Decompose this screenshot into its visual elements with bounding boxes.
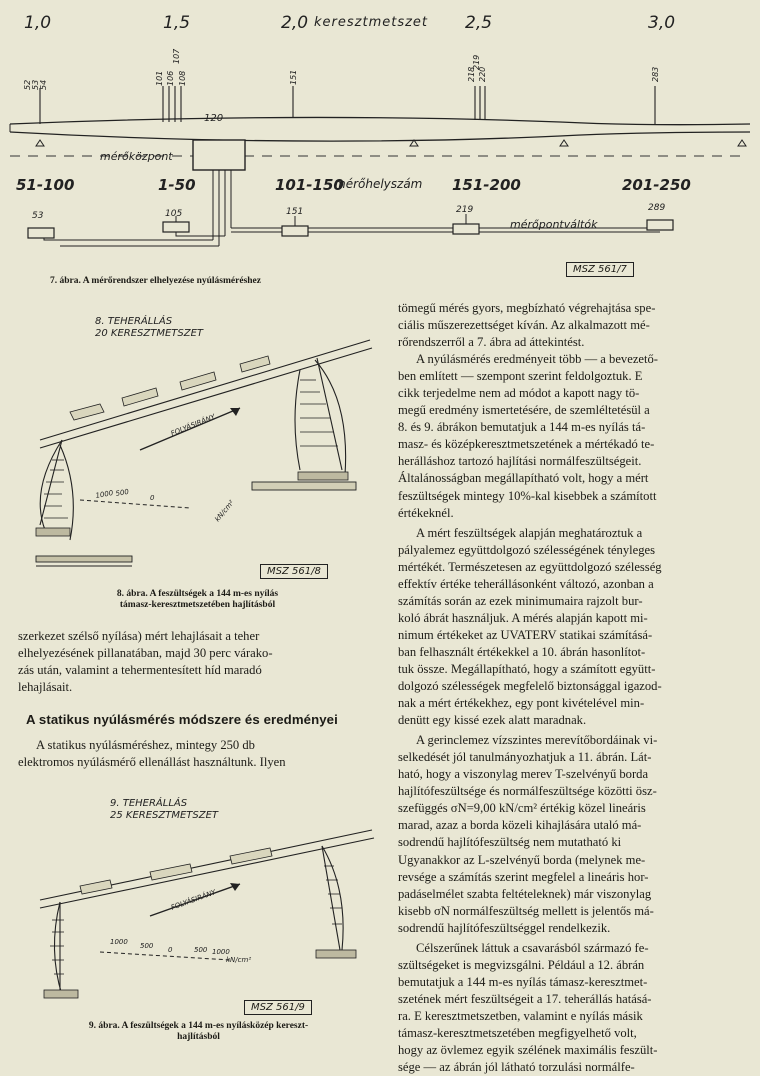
text-line: rőrendszerről a 7. ábra ad áttekintést. bbox=[398, 335, 585, 350]
group-1-50: 1-50 bbox=[158, 176, 196, 194]
text-line: tömegű mérés gyors, megbízható végrehajtása spe- bbox=[398, 301, 656, 315]
figure-9-caption-line: 9. ábra. A feszültségek a 144 m-es nyílásközép kereszt- bbox=[88, 1021, 309, 1031]
text-line: Általánosságban megállapítható volt, hogy a mért bbox=[398, 471, 649, 486]
paragraph bbox=[398, 940, 748, 1076]
gauge-number: 283 bbox=[651, 66, 660, 82]
measurement-site-number-label: mérőhelyszám bbox=[334, 177, 423, 191]
text-line: szetének mért feszültségeit a 17. teherállás hatásá- bbox=[398, 991, 652, 1006]
cross-section-2-0: 2,0 bbox=[281, 13, 309, 33]
gauge-number: 218 bbox=[467, 66, 476, 82]
text-line: effektív értéke teherállásonként változó, azonban a bbox=[398, 576, 654, 591]
switch-number: 289 bbox=[648, 203, 666, 213]
text-line: ben említett — szempont szerint feldolgoztuk. E bbox=[398, 369, 643, 384]
text-line: ra. E keresztmetszetben, valamint e nyílás másik bbox=[398, 1008, 643, 1023]
gauge-number: 220 bbox=[478, 66, 487, 82]
switch-label: mérőpontváltók bbox=[510, 218, 598, 231]
switch-number: 53 bbox=[32, 211, 44, 221]
group-51-100: 51-100 bbox=[16, 176, 75, 194]
group-151-200: 151-200 bbox=[452, 176, 521, 194]
scale-value: 0 bbox=[150, 494, 155, 502]
cross-section-3-0: 3,0 bbox=[648, 13, 676, 33]
text-line: nak a mért értékekhez, egy pont kivételével min- bbox=[398, 696, 645, 711]
section-heading: A statikus nyúlásmérés módszere és eredményei bbox=[26, 712, 338, 727]
cross-section-label: 20 KERESZTMETSZET bbox=[95, 328, 204, 339]
group-201-250: 201-250 bbox=[622, 176, 691, 194]
cross-section-1-5: 1,5 bbox=[163, 13, 191, 33]
text-line: elhelyezésének pillanatában, majd 30 perc várako- bbox=[18, 646, 273, 661]
gauge-number: 219 bbox=[472, 54, 481, 70]
switch-number: 151 bbox=[286, 207, 304, 217]
group-101-150: 101-150 bbox=[275, 176, 344, 194]
text-line: masz- és középkeresztmetszetének a mértékadó te- bbox=[398, 437, 655, 452]
figure-9-caption-line: hajlításból bbox=[177, 1032, 220, 1042]
scale-value: 1000 bbox=[110, 938, 128, 946]
cross-section-label: keresztmetszet bbox=[314, 15, 429, 30]
paragraph bbox=[398, 300, 748, 351]
text-line: selkedését jól tanulmányozhatjuk a 11. ábrán. Lát- bbox=[398, 750, 652, 765]
scale-value: 500 bbox=[114, 487, 130, 498]
text-line: koló ábrát használjuk. A mérés alapján kapott mi- bbox=[398, 610, 648, 625]
figure-7-measurement-system-diagram bbox=[0, 0, 760, 275]
text-line: kisebb σN normálfeszültség mellett is jelentős má- bbox=[398, 903, 654, 918]
text-line: szerkezet szélső nyílása) mért lehajlásait a teher bbox=[18, 629, 260, 643]
figure-7-caption: 7. ábra. A mérőrendszer elhelyezése nyúlásméréshez bbox=[50, 276, 261, 286]
left-column-text-bottom bbox=[18, 737, 380, 771]
text-line: elektromos nyúlásmérő ellenállást használtunk. Ilyen bbox=[18, 755, 286, 770]
text-line: denütt egy kissé ezek alatt maradnak. bbox=[398, 713, 587, 728]
figure-8-stress-diagram bbox=[0, 300, 395, 590]
cross-section-label: 25 KERESZTMETSZET bbox=[110, 810, 219, 821]
figure-8-caption bbox=[0, 589, 395, 611]
text-line: padáselmélet szabta feltételeknek) már viszonylag bbox=[398, 886, 652, 901]
text-line: marad, azaz a borda közeli kihajlására utaló má- bbox=[398, 818, 642, 833]
text-line: ható, hogy a viszonylag merev T-szelvényű borda bbox=[398, 767, 649, 782]
scale-unit: kN/cm² bbox=[226, 956, 252, 964]
scale-value: 1000 bbox=[94, 488, 114, 500]
measurement-center-box bbox=[193, 140, 245, 170]
text-line: szültségeket is megvizsgálni. Például a 12. ábrán bbox=[398, 957, 645, 972]
figure-8-caption-line: 8. ábra. A feszültségek a 144 m-es nyílás bbox=[116, 589, 279, 599]
text-line: értékeknél. bbox=[398, 505, 454, 520]
text-line: dolgozó szélességek megfelelő biztonsággal igazod- bbox=[398, 679, 662, 694]
text-line: bemutatjuk a 144 m-es nyílás támasz-keresztmet- bbox=[398, 974, 648, 989]
gauge-number: 54 bbox=[39, 79, 48, 90]
load-case-label: 9. TEHERÁLLÁS bbox=[110, 798, 188, 809]
text-line: Célszerűnek láttuk a csavarásból származó fe- bbox=[416, 940, 649, 955]
text-line: A mért feszültségek alapján meghatároztuk a bbox=[416, 525, 643, 540]
left-column-text-top bbox=[18, 628, 380, 696]
paragraph bbox=[398, 351, 748, 521]
figure-8-caption-line: támasz-keresztmetszetében hajlításból bbox=[119, 600, 276, 610]
switch-number: 105 bbox=[165, 209, 183, 219]
text-line: sége — az ábrán jól látható torzulási normálfe- bbox=[398, 1060, 635, 1075]
paragraph bbox=[398, 732, 748, 937]
switch-number: 219 bbox=[456, 205, 474, 215]
bridge-girder bbox=[10, 117, 750, 124]
text-line: tuk össze. Megállapítható, hogy a számított együtt- bbox=[398, 661, 656, 676]
gauge-number: 107 bbox=[172, 48, 181, 64]
text-line: támasz-keresztmetszetében megfigyelhető volt, bbox=[398, 1025, 637, 1040]
text-line: lehajlásait. bbox=[18, 680, 73, 695]
text-line: A gerinclemez vízszintes merevítőbordáinak vi- bbox=[416, 733, 658, 748]
text-line: sodrendű hajlítófeszültséggel rendelkezik. bbox=[398, 920, 611, 935]
cross-section-2-5: 2,5 bbox=[465, 13, 493, 33]
text-line: 8. és 9. ábrákon bemutatjuk a 144 m-es nyílás tá- bbox=[398, 420, 646, 435]
text-line: számítás során az ezek minimumaira rajzolt bur- bbox=[398, 593, 643, 608]
text-line: herálláshoz tartozó hajlítási normálfeszültségeit. bbox=[398, 454, 642, 469]
gauge-number: 101 bbox=[155, 70, 164, 86]
text-line: nimum értékeket az UVATERV statikai számításá- bbox=[398, 627, 653, 642]
gauge-number: 151 bbox=[289, 69, 298, 85]
text-line: Ugyanakkor az L-szelvényű borda (melynek me- bbox=[398, 852, 646, 867]
text-line: cikk terjedelme nem ad módot a kapott nagy tö- bbox=[398, 386, 640, 401]
text-line: szefüggés σN=9,00 kN/cm² értékig közel lineáris bbox=[398, 801, 646, 816]
text-line: pályalemez együttdolgozó szélességének tényleges bbox=[398, 542, 656, 557]
scale-value: 500 bbox=[140, 942, 154, 950]
scale-value: 1000 bbox=[212, 948, 230, 956]
scale-unit: kN/cm² bbox=[213, 498, 236, 524]
text-line: megű eredmény ismertetésére, de szemléltetésül a bbox=[398, 403, 650, 418]
figure-7-code-box: MSZ 561/7 bbox=[566, 262, 634, 277]
gauge-number: 52 bbox=[23, 79, 32, 90]
text-line: sodrendű hajlítófeszültség nem mutatható ki bbox=[398, 835, 622, 850]
text-line: revsége a számítás szerint megfelel a lineáris hor- bbox=[398, 869, 649, 884]
measurement-center-label: mérőközpont bbox=[100, 150, 173, 163]
gauge-number: 106 bbox=[166, 70, 175, 86]
figure-9-caption bbox=[6, 1021, 391, 1043]
text-line: A statikus nyúlásméréshez, mintegy 250 db bbox=[36, 738, 255, 752]
gauge-number: 108 bbox=[178, 70, 187, 86]
flow-direction-label: FOLYÁSIRÁNY bbox=[169, 888, 217, 912]
label-120: 120 bbox=[204, 113, 224, 124]
flow-direction-label: FOLYÁSIRÁNY bbox=[169, 412, 217, 438]
paragraph bbox=[398, 525, 748, 730]
text-line: hajlítófeszültsége és normálfeszültsége közötti ösz- bbox=[398, 784, 657, 799]
cross-section-1-0: 1,0 bbox=[24, 13, 52, 33]
text-line: feszültségek mintegy 10%-kal kisebbek a számított bbox=[398, 488, 657, 503]
text-line: hogy az övlemez egyik szélének maximális feszült- bbox=[398, 1043, 658, 1058]
figure-9-code-box: MSZ 561/9 bbox=[244, 1000, 312, 1015]
gauge-number: 53 bbox=[31, 79, 40, 90]
text-line: mértékét. Természetesen az együttdolgozó szélesség bbox=[398, 559, 662, 574]
text-line: ciális műszerezettséget kíván. Az alkalmazott mé- bbox=[398, 318, 650, 333]
right-column-text bbox=[398, 300, 748, 1076]
text-line: zás után, valamint a tehermentesített híd maradó bbox=[18, 663, 262, 678]
scale-value: 500 bbox=[194, 946, 208, 954]
text-line: ban felhasznált értékekkel a 10. ábrán hasonlítot- bbox=[398, 644, 646, 659]
figure-9-stress-diagram bbox=[0, 790, 395, 1020]
load-case-label: 8. TEHERÁLLÁS bbox=[95, 316, 173, 327]
scale-value: 0 bbox=[168, 946, 173, 954]
figure-8-code-box: MSZ 561/8 bbox=[260, 564, 328, 579]
text-line: A nyúlásmérés eredményeit több — a bevezető- bbox=[416, 352, 658, 367]
